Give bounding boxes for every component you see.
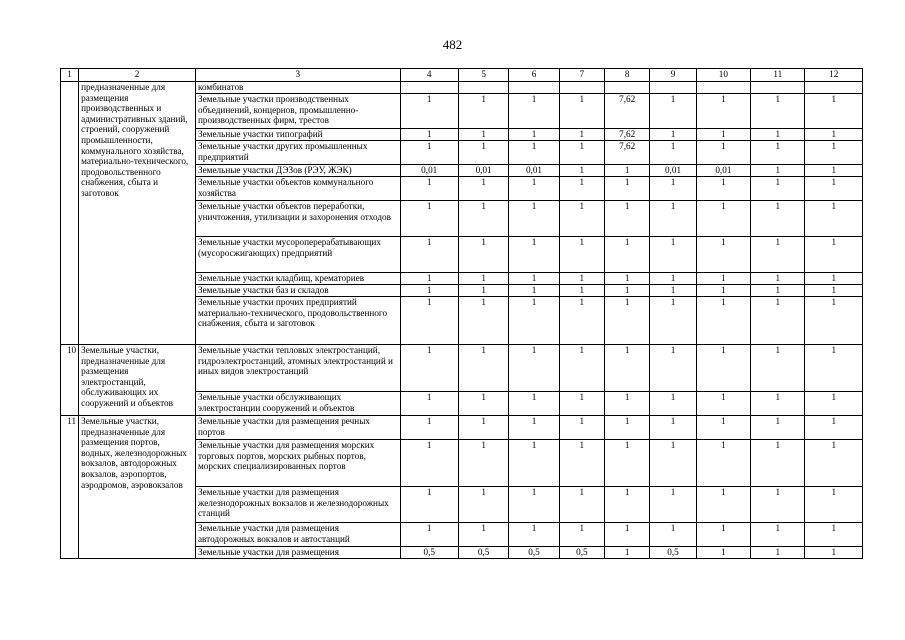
row-description: Земельные участки для размещения речных портов <box>195 416 400 440</box>
group-category: предназначенные для размещения производственных и административных зданий, строений, сооружений промышленности, коммунального хозяйства, материально-технического, продовольственного снабжения, сбыта и заготовок <box>79 82 196 345</box>
coefficient-cell: 1 <box>458 129 508 141</box>
coefficient-cell: 1 <box>805 547 863 559</box>
column-header: 1 <box>61 69 79 82</box>
coefficient-cell: 1 <box>751 165 805 177</box>
coefficient-cell: 1 <box>751 94 805 129</box>
row-description: Земельные участки производственных объединений, концернов, промышленно-производственных фирм, трестов <box>195 94 400 129</box>
coefficient-cell: 1 <box>805 297 863 345</box>
coefficient-cell: 1 <box>805 440 863 487</box>
coefficient-cell: 1 <box>509 487 559 523</box>
coefficient-cell: 1 <box>458 416 508 440</box>
coefficient-cell: 1 <box>559 273 604 285</box>
coefficient-cell <box>805 82 863 94</box>
coefficient-cell: 1 <box>605 177 650 201</box>
coefficient-cell: 1 <box>509 141 559 165</box>
coefficient-cell: 1 <box>696 345 750 392</box>
coefficient-cell: 1 <box>751 345 805 392</box>
coefficient-cell: 1 <box>751 547 805 559</box>
column-header: 6 <box>509 69 559 82</box>
coefficient-cell: 1 <box>559 416 604 440</box>
coefficient-cell: 1 <box>458 94 508 129</box>
coefficient-cell: 1 <box>605 392 650 416</box>
row-description: Земельные участки прочих предприятий материально-технического, продовольственного снабжения, сбыта и заготовок <box>195 297 400 345</box>
coefficient-cell: 1 <box>458 177 508 201</box>
coefficient-cell: 1 <box>605 416 650 440</box>
coefficient-cell: 1 <box>805 392 863 416</box>
coefficient-cell <box>605 82 650 94</box>
row-description: Земельные участки тепловых электростанций, гидроэлектростанций, атомных электростанций и иных видов электростанций <box>195 345 400 392</box>
coefficient-cell: 0,5 <box>559 547 604 559</box>
coefficient-cell: 1 <box>751 416 805 440</box>
coefficient-cell: 1 <box>650 392 696 416</box>
column-header: 9 <box>650 69 696 82</box>
coefficient-cell <box>400 82 458 94</box>
row-description: Земельные участки баз и складов <box>195 285 400 297</box>
column-header: 5 <box>458 69 508 82</box>
coefficient-cell: 1 <box>650 416 696 440</box>
coefficient-cell: 1 <box>805 237 863 273</box>
coefficient-cell <box>509 82 559 94</box>
row-description: Земельные участки мусороперерабатывающих (мусоросжигающих) предприятий <box>195 237 400 273</box>
table-row <box>61 416 863 440</box>
row-description: Земельные участки кладбищ, крематориев <box>195 273 400 285</box>
coefficient-cell: 1 <box>805 345 863 392</box>
coefficient-cell: 1 <box>458 201 508 237</box>
row-description: Земельные участки для размещения железнодорожных вокзалов и железнодорожных станций <box>195 487 400 523</box>
coefficient-cell: 1 <box>458 237 508 273</box>
coefficient-cell: 1 <box>559 177 604 201</box>
coefficient-cell: 1 <box>400 201 458 237</box>
coefficient-cell: 1 <box>696 523 750 547</box>
coefficient-cell: 0,01 <box>400 165 458 177</box>
coefficient-cell: 1 <box>805 177 863 201</box>
coefficient-cell: 1 <box>751 177 805 201</box>
coefficient-cell: 1 <box>559 345 604 392</box>
row-description: Земельные участки ДЭЗов (РЭУ, ЖЭК) <box>195 165 400 177</box>
coefficient-cell: 1 <box>696 285 750 297</box>
coefficient-cell: 1 <box>605 523 650 547</box>
coefficient-cell: 0,5 <box>650 547 696 559</box>
coefficient-cell: 1 <box>458 392 508 416</box>
coefficient-cell: 1 <box>751 487 805 523</box>
coefficient-cell: 1 <box>400 487 458 523</box>
coefficient-cell: 1 <box>650 129 696 141</box>
coefficient-cell: 1 <box>400 273 458 285</box>
coefficient-cell: 1 <box>650 237 696 273</box>
rates-table <box>60 68 863 559</box>
coefficient-cell: 1 <box>509 440 559 487</box>
coefficient-cell: 1 <box>696 297 750 345</box>
coefficient-cell: 1 <box>650 177 696 201</box>
row-description: Земельные участки для размещения <box>195 547 400 559</box>
coefficient-cell: 1 <box>696 392 750 416</box>
coefficient-cell: 1 <box>559 165 604 177</box>
column-header: 3 <box>195 69 400 82</box>
coefficient-cell: 1 <box>458 345 508 392</box>
coefficient-cell: 1 <box>751 141 805 165</box>
row-description: Земельные участки для размещения морских торговых портов, морских рыбных портов, морских специализированных портов <box>195 440 400 487</box>
coefficient-cell: 0,5 <box>458 547 508 559</box>
coefficient-cell <box>696 82 750 94</box>
coefficient-cell: 0,5 <box>509 547 559 559</box>
coefficient-cell: 1 <box>559 440 604 487</box>
coefficient-cell: 1 <box>605 345 650 392</box>
column-header: 12 <box>805 69 863 82</box>
row-description: Земельные участки объектов коммунального хозяйства <box>195 177 400 201</box>
coefficient-cell: 1 <box>605 440 650 487</box>
coefficient-cell: 1 <box>696 547 750 559</box>
column-header: 4 <box>400 69 458 82</box>
column-header: 10 <box>696 69 750 82</box>
coefficient-cell: 1 <box>400 345 458 392</box>
table-row <box>61 345 863 392</box>
coefficient-cell: 1 <box>400 129 458 141</box>
coefficient-cell: 1 <box>650 285 696 297</box>
coefficient-cell: 1 <box>605 237 650 273</box>
coefficient-cell: 1 <box>400 523 458 547</box>
coefficient-cell: 1 <box>650 440 696 487</box>
coefficient-cell: 1 <box>559 94 604 129</box>
coefficient-cell: 1 <box>805 285 863 297</box>
group-category: Земельные участки, предназначенные для размещения портов, водных, железнодорожных вокзалов, автодорожных вокзалов, аэропортов, аэродромов, аэровокзалов <box>79 416 196 559</box>
coefficient-cell: 1 <box>751 440 805 487</box>
coefficient-cell: 1 <box>605 201 650 237</box>
coefficient-cell: 1 <box>605 165 650 177</box>
coefficient-cell: 1 <box>650 297 696 345</box>
coefficient-cell: 1 <box>805 129 863 141</box>
coefficient-cell: 1 <box>509 392 559 416</box>
coefficient-cell: 1 <box>509 345 559 392</box>
coefficient-cell: 1 <box>650 141 696 165</box>
coefficient-cell: 7,62 <box>605 94 650 129</box>
coefficient-cell: 1 <box>559 523 604 547</box>
coefficient-cell: 1 <box>696 237 750 273</box>
coefficient-cell: 1 <box>458 141 508 165</box>
coefficient-cell: 1 <box>400 177 458 201</box>
coefficient-cell: 1 <box>751 523 805 547</box>
coefficient-cell: 1 <box>509 523 559 547</box>
coefficient-cell: 1 <box>605 285 650 297</box>
row-description: комбинатов <box>195 82 400 94</box>
coefficient-cell: 1 <box>696 416 750 440</box>
coefficient-cell: 1 <box>400 141 458 165</box>
column-header: 8 <box>605 69 650 82</box>
coefficient-cell: 1 <box>400 237 458 273</box>
coefficient-cell: 1 <box>509 273 559 285</box>
coefficient-cell: 1 <box>400 416 458 440</box>
coefficient-cell: 1 <box>509 129 559 141</box>
header-row <box>61 69 863 82</box>
coefficient-cell: 1 <box>458 297 508 345</box>
coefficient-cell: 1 <box>805 201 863 237</box>
coefficient-cell <box>650 82 696 94</box>
coefficient-cell: 1 <box>696 141 750 165</box>
coefficient-cell: 1 <box>696 94 750 129</box>
column-header: 7 <box>559 69 604 82</box>
coefficient-cell: 1 <box>696 177 750 201</box>
coefficient-cell: 0,01 <box>650 165 696 177</box>
coefficient-cell: 1 <box>458 285 508 297</box>
coefficient-cell <box>559 82 604 94</box>
coefficient-cell: 1 <box>458 523 508 547</box>
coefficient-cell: 1 <box>696 201 750 237</box>
coefficient-cell: 1 <box>559 141 604 165</box>
coefficient-cell: 1 <box>559 392 604 416</box>
coefficient-cell: 7,62 <box>605 129 650 141</box>
coefficient-cell: 1 <box>650 201 696 237</box>
coefficient-cell: 1 <box>400 94 458 129</box>
coefficient-cell: 1 <box>650 487 696 523</box>
column-header: 11 <box>751 69 805 82</box>
coefficient-cell: 1 <box>458 487 508 523</box>
coefficient-cell: 1 <box>696 273 750 285</box>
row-description: Земельные участки объектов переработки, уничтожения, утилизации и захоронения отходов <box>195 201 400 237</box>
coefficient-cell: 1 <box>509 237 559 273</box>
coefficient-cell: 1 <box>805 487 863 523</box>
table-row <box>61 82 863 94</box>
coefficient-cell: 1 <box>805 165 863 177</box>
coefficient-cell: 0,5 <box>400 547 458 559</box>
group-number <box>61 82 79 345</box>
coefficient-cell: 1 <box>751 285 805 297</box>
coefficient-cell: 1 <box>559 297 604 345</box>
coefficient-cell: 1 <box>400 440 458 487</box>
coefficient-cell: 1 <box>805 141 863 165</box>
page-number: 482 <box>442 37 463 52</box>
coefficient-cell: 1 <box>696 129 750 141</box>
coefficient-cell: 1 <box>605 273 650 285</box>
coefficient-cell: 1 <box>751 392 805 416</box>
column-header: 2 <box>79 69 196 82</box>
coefficient-cell: 1 <box>509 177 559 201</box>
row-description: Земельные участки обслуживающих электростанции сооружений и объектов <box>195 392 400 416</box>
coefficient-cell: 1 <box>650 523 696 547</box>
coefficient-cell: 1 <box>805 523 863 547</box>
row-description: Земельные участки для размещения автодорожных вокзалов и автостанций <box>195 523 400 547</box>
coefficient-cell: 1 <box>751 297 805 345</box>
coefficient-cell: 0,01 <box>696 165 750 177</box>
coefficient-cell: 1 <box>400 285 458 297</box>
coefficient-cell: 0,01 <box>509 165 559 177</box>
coefficient-cell: 1 <box>559 129 604 141</box>
coefficient-cell: 1 <box>509 94 559 129</box>
group-category: Земельные участки, предназначенные для размещения электростанций, обслуживающих их сооружений и объектов <box>79 345 196 416</box>
coefficient-cell: 1 <box>751 129 805 141</box>
coefficient-cell: 1 <box>696 487 750 523</box>
coefficient-cell: 1 <box>458 440 508 487</box>
coefficient-cell: 1 <box>751 201 805 237</box>
coefficient-cell: 1 <box>458 273 508 285</box>
coefficient-cell: 1 <box>696 440 750 487</box>
coefficient-cell: 1 <box>400 392 458 416</box>
coefficient-cell <box>458 82 508 94</box>
coefficient-cell: 1 <box>509 285 559 297</box>
coefficient-cell: 1 <box>400 297 458 345</box>
coefficient-cell: 1 <box>805 273 863 285</box>
coefficient-cell: 7,62 <box>605 141 650 165</box>
group-number: 11 <box>61 416 79 559</box>
row-description: Земельные участки других промышленных предприятий <box>195 141 400 165</box>
coefficient-cell: 1 <box>605 487 650 523</box>
coefficient-cell: 1 <box>559 487 604 523</box>
coefficient-cell: 1 <box>509 297 559 345</box>
coefficient-cell: 1 <box>751 273 805 285</box>
coefficient-cell: 1 <box>805 94 863 129</box>
coefficient-cell <box>751 82 805 94</box>
coefficient-cell: 1 <box>605 297 650 345</box>
coefficient-cell: 1 <box>605 547 650 559</box>
coefficient-cell: 1 <box>650 273 696 285</box>
group-number: 10 <box>61 345 79 416</box>
coefficient-cell: 1 <box>650 94 696 129</box>
coefficient-cell: 1 <box>509 416 559 440</box>
coefficient-cell: 1 <box>650 345 696 392</box>
coefficient-cell: 1 <box>559 237 604 273</box>
coefficient-cell: 1 <box>509 201 559 237</box>
coefficient-cell: 0,01 <box>458 165 508 177</box>
coefficient-cell: 1 <box>559 201 604 237</box>
coefficient-cell: 1 <box>751 237 805 273</box>
row-description: Земельные участки типографий <box>195 129 400 141</box>
coefficient-cell: 1 <box>559 285 604 297</box>
coefficient-cell: 1 <box>805 416 863 440</box>
